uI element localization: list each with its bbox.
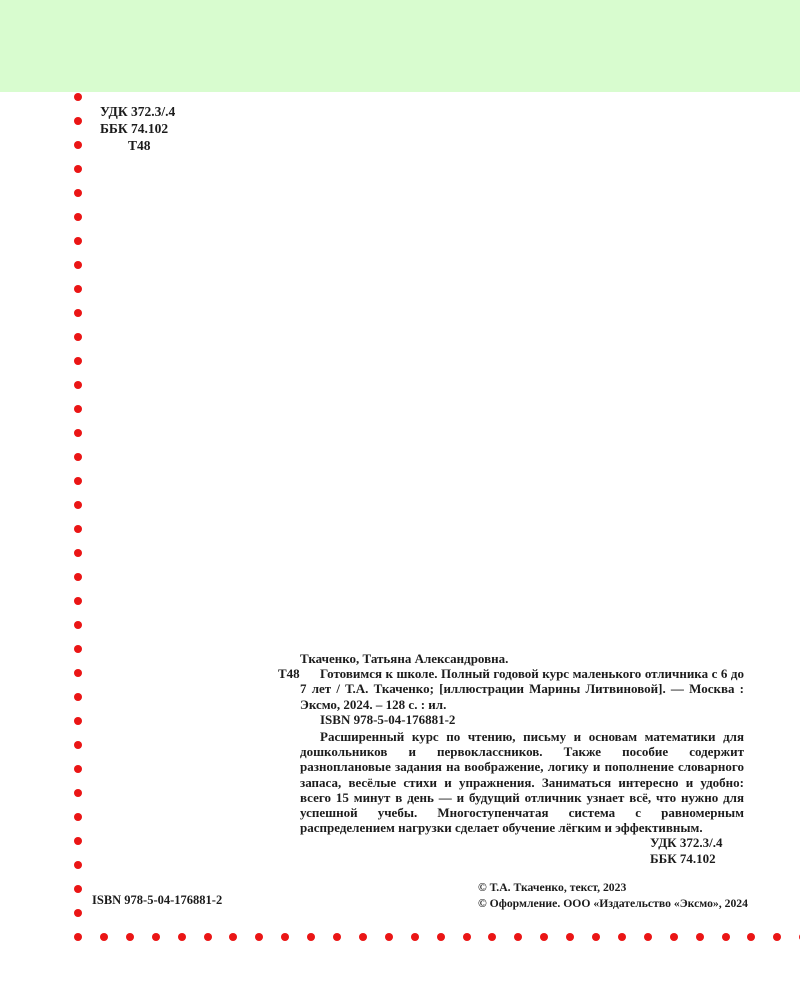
isbn-line: ISBN 978-5-04-176881-2 (320, 711, 456, 727)
red-dot (385, 933, 393, 941)
red-dot (540, 933, 548, 941)
author-sign: Т48 (128, 138, 151, 153)
udk-number-bottom: УДК 372.3/.4 (650, 835, 723, 851)
red-dot (74, 333, 82, 341)
red-dot (74, 549, 82, 557)
entry-code: Т48 (278, 666, 300, 682)
bibliographic-entry (278, 666, 744, 712)
red-dot (281, 933, 289, 941)
red-dot (74, 285, 82, 293)
red-dot (74, 885, 82, 893)
red-dot (74, 261, 82, 269)
red-dot (74, 525, 82, 533)
red-dot (74, 165, 82, 173)
red-dot (411, 933, 419, 941)
red-dot (359, 933, 367, 941)
red-dot (74, 789, 82, 797)
red-dot (74, 501, 82, 509)
red-dot (74, 597, 82, 605)
red-dot (74, 717, 82, 725)
red-dot (178, 933, 186, 941)
red-dot (152, 933, 160, 941)
red-dot (74, 813, 82, 821)
red-dot (74, 741, 82, 749)
red-dot (488, 933, 496, 941)
red-dot (74, 693, 82, 701)
red-dot (74, 237, 82, 245)
red-dot (463, 933, 471, 941)
red-dot (307, 933, 315, 941)
red-dot (74, 141, 82, 149)
red-dot (773, 933, 781, 941)
bbk-number: ББК 74.102 (100, 121, 169, 136)
red-dot (100, 933, 108, 941)
copyright-block (478, 880, 748, 912)
top-green-band (0, 0, 800, 92)
udk-number: УДК 372.3/.4 (100, 104, 176, 119)
red-dot (722, 933, 730, 941)
red-dot (74, 909, 82, 917)
bibliographic-description: Готовимся к школе. Полный годовой курс маленького отличника с 6 до 7 лет / Т.А. Ткаченко; [иллюстрации Марины Литвиновой]. — Москва : Эксмо, 2024. – 128 с. : ил. (300, 666, 744, 712)
red-dot (74, 573, 82, 581)
red-dot (696, 933, 704, 941)
red-dot (255, 933, 263, 941)
catalog-card (278, 651, 744, 866)
classification-block (100, 103, 175, 154)
footer-isbn: ISBN 978-5-04-176881-2 (92, 893, 223, 907)
red-dot (74, 645, 82, 653)
red-dot (74, 933, 82, 941)
red-dot (437, 933, 445, 941)
annotation-paragraph: Расширенный курс по чтению, письму и основам математики для дошкольников и первоклассников. Также пособие содержит разноплановые задания на воображение, логику и пополнение словарного запаса, весёлые стихи и упражнения. Заниматься интересно и удобно: всего 15 минут в день — и будущий отличник узнает всё, что нужно для успешной учебы. Многоступенчатая система с равномерным распределением нагрузки сделает обучение лёгким и эффективным. (300, 729, 744, 836)
bbk-number-bottom: ББК 74.102 (650, 850, 716, 866)
copyright-design-line: © Оформление. ООО «Издательство «Эксмо», 2024 (478, 897, 748, 911)
red-dot (74, 453, 82, 461)
red-dot (74, 189, 82, 197)
red-dot (747, 933, 755, 941)
red-dot (592, 933, 600, 941)
red-dot (566, 933, 574, 941)
red-dot (618, 933, 626, 941)
classification-codes (650, 835, 744, 865)
red-dot (74, 309, 82, 317)
red-dot (74, 429, 82, 437)
red-dot (670, 933, 678, 941)
red-dot (514, 933, 522, 941)
red-dot (74, 93, 82, 101)
copyright-text-line: © Т.А. Ткаченко, текст, 2023 (478, 881, 627, 894)
red-dot (74, 405, 82, 413)
red-dot (74, 357, 82, 365)
red-dot (74, 765, 82, 773)
red-dot (644, 933, 652, 941)
red-dot (229, 933, 237, 941)
red-dot (204, 933, 212, 941)
red-dot (126, 933, 134, 941)
red-dot (74, 669, 82, 677)
red-dot (74, 477, 82, 485)
author-heading: Ткаченко, Татьяна Александровна. (300, 651, 509, 666)
red-dot (74, 213, 82, 221)
red-dot (74, 381, 82, 389)
red-dot (333, 933, 341, 941)
red-dot (74, 117, 82, 125)
red-dot (74, 837, 82, 845)
red-dot (74, 861, 82, 869)
red-dot (74, 621, 82, 629)
